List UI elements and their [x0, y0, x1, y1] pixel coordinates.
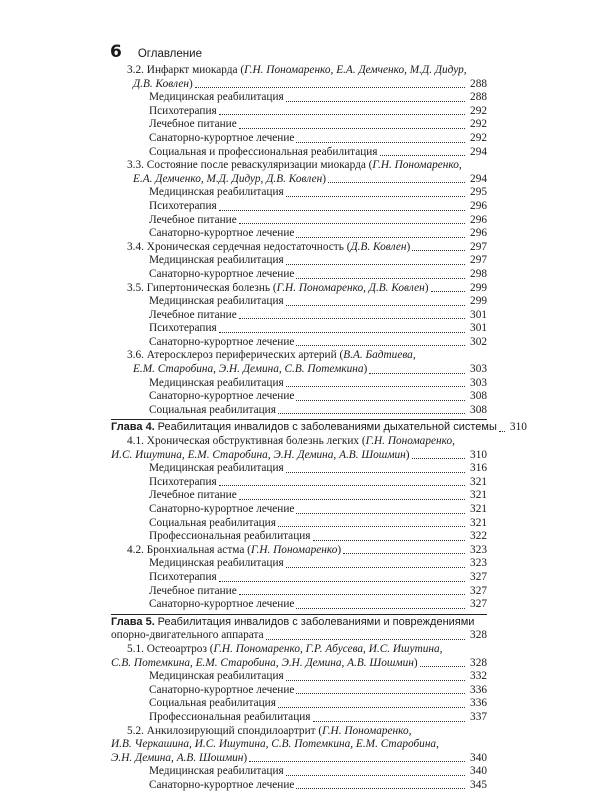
page-ref: 321 — [470, 516, 487, 529]
toc-subsection-entry[interactable] — [111, 105, 487, 119]
entry-title: Психотерапия — [149, 104, 217, 117]
entry-title: Лечебное питание — [149, 584, 237, 597]
closing-paren: ) — [363, 363, 368, 376]
entry-title: Медицинская реабилитация — [149, 557, 284, 570]
dot-leader — [380, 154, 465, 156]
entry-title: Психотерапия — [149, 475, 217, 488]
entry-title: Лечебное питание — [149, 489, 237, 502]
entry-authors: Г.Н. Пономаренко, — [322, 724, 412, 737]
toc-entry-text — [111, 449, 410, 463]
toc-section-entry[interactable] — [111, 449, 487, 463]
toc-entry-text — [127, 435, 455, 447]
page-ref: 296 — [470, 227, 487, 240]
page-ref: 321 — [470, 503, 487, 515]
page-ref: 336 — [470, 683, 487, 696]
toc-subsection-entry[interactable] — [111, 585, 487, 599]
entry-authors: Г.Н. Пономаренко, Д.В. Ковлен — [276, 281, 425, 294]
section-number: 3.6. — [127, 349, 144, 362]
toc-subsection-entry[interactable] — [111, 571, 487, 585]
dot-leader — [296, 141, 465, 143]
toc-section-entry[interactable] — [111, 78, 487, 92]
toc-entry-text — [149, 779, 294, 792]
dot-leader — [369, 372, 465, 374]
entry-title: Остеоартроз ( — [146, 642, 214, 655]
toc-subsection-entry[interactable] — [111, 214, 487, 228]
chapter-number: Глава 4. — [111, 421, 155, 434]
toc-subsection-entry[interactable] — [111, 670, 487, 684]
dot-leader — [286, 679, 465, 681]
toc-subsection-entry[interactable] — [111, 530, 487, 544]
section-number: 3.3. — [127, 159, 144, 172]
toc-subsection-entry[interactable] — [111, 697, 487, 711]
dot-leader — [278, 525, 465, 527]
closing-paren: ) — [406, 240, 411, 253]
page-ref: 292 — [470, 131, 487, 144]
toc-subsection-entry[interactable] — [111, 377, 487, 391]
dot-leader — [343, 552, 465, 554]
toc-entry-text — [127, 725, 411, 737]
entry-authors: Е.А. Демченко, М.Д. Дидур, Д.В. Ковлен — [133, 172, 323, 185]
toc-section-entry[interactable] — [111, 349, 487, 363]
toc-entry-text — [149, 254, 284, 268]
dot-leader — [296, 277, 465, 279]
toc-section-entry[interactable] — [111, 173, 487, 187]
toc-entry-text — [127, 544, 341, 558]
dot-leader — [266, 638, 465, 640]
toc-entry-text — [149, 462, 284, 476]
dot-leader — [296, 607, 465, 609]
page-ref: 294 — [470, 172, 487, 185]
entry-title: Анкилозирующий спондилоартрит ( — [146, 724, 323, 737]
toc-entry-text — [127, 282, 429, 296]
toc-section-entry[interactable] — [111, 282, 487, 296]
entry-title: Реабилитация инвалидов с заболеваниями и повреждениями — [157, 615, 475, 628]
dot-leader — [328, 181, 465, 183]
toc-entry-text — [149, 118, 237, 132]
toc-entry-text — [149, 503, 294, 517]
page-ref: 345 — [470, 778, 487, 791]
toc-section-entry[interactable] — [111, 629, 487, 643]
toc-entry-text — [133, 363, 367, 377]
dot-leader — [286, 263, 465, 265]
page-ref: 328 — [470, 629, 487, 642]
dot-leader — [420, 665, 465, 667]
toc-entry-text — [127, 241, 410, 255]
entry-title: Санаторно-курортное лечение — [149, 503, 295, 515]
entry-title: Профессиональная реабилитация — [149, 710, 311, 723]
page-ref: 308 — [470, 403, 487, 416]
toc-section-entry[interactable] — [111, 752, 487, 766]
page-ref: 321 — [470, 489, 487, 502]
entry-authors: Г.Н. Пономаренко, — [365, 435, 455, 448]
entry-title: Социальная реабилитация — [149, 403, 276, 416]
page-ref: 301 — [470, 322, 487, 335]
page-ref: 296 — [470, 213, 487, 226]
entry-title: Психотерапия — [149, 199, 217, 212]
page-ref: 327 — [470, 598, 487, 611]
toc-entry-text — [149, 336, 294, 350]
toc-section-entry[interactable] — [111, 657, 487, 671]
toc-subsection-entry[interactable] — [111, 765, 487, 779]
entry-title: Психотерапия — [149, 570, 217, 583]
toc-entry-text — [149, 390, 294, 404]
page-ref: 321 — [470, 475, 487, 488]
page-ref: 299 — [470, 295, 487, 308]
dot-leader — [286, 195, 465, 197]
page-ref: 327 — [470, 570, 487, 583]
entry-title: Социальная реабилитация — [149, 697, 276, 710]
entry-title: Медицинская реабилитация — [149, 91, 284, 104]
toc-entry-text — [149, 186, 284, 200]
dot-leader — [219, 484, 465, 486]
entry-title: Санаторно-курортное лечение — [149, 598, 295, 611]
dot-leader — [286, 774, 465, 776]
toc-entry-text — [149, 268, 294, 282]
page-ref: 295 — [470, 186, 487, 199]
dot-leader — [431, 290, 465, 292]
page-ref: 298 — [470, 267, 487, 280]
page-ref: 288 — [470, 77, 487, 90]
dot-leader — [278, 412, 465, 414]
section-number: 5.1. — [127, 642, 144, 655]
toc-entry-text — [149, 598, 294, 612]
toc-entry-text — [149, 309, 237, 323]
entry-title: Медицинская реабилитация — [149, 462, 284, 475]
entry-title: Медицинская реабилитация — [149, 376, 284, 389]
dot-leader — [278, 706, 465, 708]
page-ref: 310 — [470, 448, 487, 461]
entry-authors: Э.Н. Демина, А.В. Шошмин — [111, 751, 244, 764]
dot-leader — [219, 209, 465, 211]
entry-title: Санаторно-курортное лечение — [149, 267, 295, 280]
entry-title: Бронхиальная астма ( — [146, 543, 251, 556]
toc-subsection-entry[interactable] — [111, 517, 487, 531]
toc-entry-text — [111, 657, 418, 671]
page-ref: 292 — [470, 118, 487, 131]
section-number: 3.5. — [127, 281, 144, 294]
dot-leader — [286, 100, 465, 102]
entry-authors: Г.Н. Пономаренко, Е.А. Демченко, М.Д. Дидур, — [244, 64, 467, 76]
toc-entry-text — [149, 322, 217, 336]
entry-title: Гипертоническая болезнь ( — [146, 281, 277, 294]
page-ref: 337 — [470, 710, 487, 723]
dot-leader — [296, 787, 465, 789]
toc-subsection-entry[interactable] — [111, 268, 487, 282]
entry-authors: В.А. Бадтиева, — [343, 349, 416, 362]
toc-entry-text — [149, 91, 284, 105]
toc-entry-text — [149, 711, 311, 725]
toc-entry-text — [127, 159, 462, 171]
toc-entry-text — [149, 105, 217, 119]
page-ref: 303 — [470, 376, 487, 389]
page-ref: 328 — [470, 656, 487, 669]
chapter-divider — [111, 419, 487, 420]
toc-entry-text — [149, 132, 294, 146]
toc-subsection-entry[interactable] — [111, 118, 487, 132]
entry-title: Инфаркт миокарда ( — [146, 64, 245, 76]
table-of-contents — [111, 64, 527, 792]
toc-section-entry[interactable] — [111, 725, 487, 739]
page-ref: 292 — [470, 104, 487, 117]
entry-title: Медицинская реабилитация — [149, 254, 284, 267]
entry-title: Реабилитация инвалидов с заболеваниями дыхательной системы — [157, 421, 497, 434]
toc-subsection-entry[interactable] — [111, 132, 487, 146]
toc-subsection-entry[interactable] — [111, 489, 487, 503]
closing-paren: ) — [405, 448, 410, 461]
toc-entry-text — [149, 517, 276, 531]
toc-section-entry[interactable] — [111, 363, 487, 377]
toc-entry-text — [149, 200, 217, 214]
page-ref: 294 — [470, 145, 487, 158]
closing-paren: ) — [413, 656, 418, 669]
dot-leader — [296, 236, 465, 238]
toc-subsection-entry[interactable] — [111, 295, 487, 309]
toc-section-entry[interactable] — [111, 544, 487, 558]
section-number: 3.4. — [127, 240, 144, 253]
toc-subsection-entry[interactable] — [111, 309, 487, 323]
page-ref: 340 — [470, 751, 487, 764]
section-number: 4.1. — [127, 435, 144, 448]
entry-title: Санаторно-курортное лечение — [149, 778, 295, 791]
entry-title: опорно-двигательного аппарата — [111, 629, 264, 642]
entry-title: Санаторно-курортное лечение — [149, 390, 295, 403]
toc-entry-text — [149, 571, 217, 585]
entry-title: Медицинская реабилитация — [149, 295, 284, 308]
toc-entry-text — [149, 684, 294, 698]
toc-subsection-entry[interactable] — [111, 227, 487, 241]
entry-title: Лечебное питание — [149, 118, 237, 131]
toc-entry-text — [133, 78, 193, 92]
section-number: 5.2. — [127, 724, 144, 737]
toc-subsection-entry[interactable] — [111, 336, 487, 350]
toc-section-entry[interactable] — [111, 64, 487, 78]
page-ref: 302 — [470, 335, 487, 348]
entry-title: Психотерапия — [149, 322, 217, 335]
entry-title: Хроническая обструктивная болезнь легких ( — [146, 435, 366, 448]
entry-title: Санаторно-курортное лечение — [149, 335, 295, 348]
toc-subsection-entry[interactable] — [111, 684, 487, 698]
page-ref: 327 — [470, 584, 487, 597]
toc-entry-text — [149, 404, 276, 418]
toc-section-entry[interactable] — [111, 159, 487, 173]
entry-title: Атеросклероз периферических артерий ( — [146, 349, 344, 362]
page-ref: 332 — [470, 670, 487, 683]
toc-subsection-entry[interactable] — [111, 557, 487, 571]
dot-leader — [239, 127, 465, 129]
dot-leader — [286, 304, 465, 306]
page-ref: 323 — [470, 557, 487, 570]
section-number: 3.2. — [127, 64, 144, 76]
dot-leader — [219, 331, 465, 333]
dot-leader — [313, 720, 466, 722]
toc-subsection-entry[interactable] — [111, 598, 487, 612]
dot-leader — [296, 512, 465, 514]
page-ref: 316 — [470, 462, 487, 475]
page-ref: 308 — [470, 390, 487, 403]
toc-entry-text — [133, 173, 326, 187]
entry-title: Санаторно-курортное лечение — [149, 227, 295, 240]
page-ref: 336 — [470, 697, 487, 710]
page-header — [110, 44, 540, 61]
chapter-divider — [111, 614, 487, 615]
entry-title: Медицинская реабилитация — [149, 670, 284, 683]
toc-entry-text — [149, 295, 284, 309]
page-ref: 299 — [470, 281, 487, 294]
dot-leader — [239, 498, 465, 500]
entry-title: Состояние после реваскуляризации миокарда ( — [146, 159, 373, 172]
entry-authors: И.В. Черкашина, И.С. Ишутина, С.В. Потемкина, Е.М. Старобина, — [111, 738, 439, 751]
toc-entry-text — [149, 697, 276, 711]
dot-leader — [296, 344, 465, 346]
page-ref: 297 — [470, 240, 487, 253]
closing-paren: ) — [189, 77, 193, 90]
dot-leader — [286, 471, 465, 473]
entry-title: Лечебное питание — [149, 308, 237, 321]
dot-leader — [195, 86, 465, 88]
entry-authors: Г.Н. Пономаренко — [250, 543, 338, 556]
toc-entry-text — [149, 670, 284, 684]
entry-title: Хроническая сердечная недостаточность ( — [146, 240, 351, 253]
entry-title: Санаторно-курортное лечение — [149, 683, 295, 696]
toc-entry-text — [149, 489, 237, 503]
page-ref: 288 — [470, 91, 487, 104]
toc-entry-text — [149, 585, 237, 599]
toc-entry-text — [149, 227, 294, 241]
entry-title: Социальная реабилитация — [149, 516, 276, 529]
toc-entry-text — [149, 765, 284, 779]
toc-entry-text — [149, 377, 284, 391]
toc-subsection-entry[interactable] — [111, 779, 487, 792]
toc-chapter-entry[interactable] — [111, 616, 487, 630]
toc-subsection-entry[interactable] — [111, 503, 487, 517]
toc-subsection-entry[interactable] — [111, 476, 487, 490]
closing-paren: ) — [322, 172, 326, 185]
page-ref: 303 — [470, 363, 487, 376]
dot-leader — [499, 430, 505, 432]
toc-subsection-entry[interactable] — [111, 322, 487, 336]
page-ref: 340 — [470, 765, 487, 778]
toc-entry-text — [111, 616, 474, 628]
toc-subsection-entry[interactable] — [111, 404, 487, 418]
toc-entry-text — [111, 421, 497, 435]
entry-authors: Г.Н. Пономаренко, — [372, 159, 462, 172]
toc-section-entry[interactable] — [111, 643, 487, 657]
closing-paren: ) — [424, 281, 429, 294]
dot-leader — [239, 222, 465, 224]
dot-leader — [239, 317, 465, 319]
entry-title: Медицинская реабилитация — [149, 186, 284, 199]
entry-title: Санаторно-курортное лечение — [149, 131, 295, 144]
toc-entry-text — [149, 557, 284, 571]
chapter-number: Глава 5. — [111, 615, 155, 628]
entry-title: Социальная и профессиональная реабилитация — [149, 145, 378, 158]
toc-subsection-entry[interactable] — [111, 254, 487, 268]
page-ref: 297 — [470, 254, 487, 267]
page-ref: 301 — [470, 308, 487, 321]
entry-authors: Д.В. Ковлен — [133, 77, 190, 90]
dot-leader — [412, 457, 465, 459]
entry-authors: И.С. Ишутина, Е.М. Старобина, Э.Н. Демина, А.В. Шошмин — [111, 448, 406, 461]
closing-paren: ) — [243, 751, 248, 764]
toc-section-entry[interactable] — [111, 435, 487, 449]
toc-subsection-entry[interactable] — [111, 91, 487, 105]
entry-authors: Г.Н. Пономаренко, Г.Р. Абусева, И.С. Ишутина, — [213, 642, 443, 655]
closing-paren: ) — [337, 543, 342, 556]
entry-title: Медицинская реабилитация — [149, 765, 284, 778]
dot-leader — [412, 249, 465, 251]
dot-leader — [296, 399, 465, 401]
page-ref: 323 — [470, 543, 487, 556]
dot-leader — [239, 593, 465, 595]
page-ref: 310 — [509, 421, 527, 434]
toc-subsection-entry[interactable] — [111, 186, 487, 200]
toc-entry-text — [149, 214, 237, 228]
dot-leader — [296, 692, 465, 694]
page-ref: 322 — [470, 530, 487, 543]
dot-leader — [313, 539, 466, 541]
toc-chapter-entry[interactable] — [111, 421, 527, 435]
entry-title: Лечебное питание — [149, 213, 237, 226]
toc-entry-text — [127, 643, 442, 655]
entry-authors: Д.В. Ковлен — [350, 240, 407, 253]
toc-entry-text — [111, 629, 264, 643]
entry-authors: С.В. Потемкина, Е.М. Старобина, Э.Н. Демина, А.В. Шошмин — [111, 656, 414, 669]
dot-leader — [286, 566, 465, 568]
toc-entry-text — [149, 146, 378, 160]
toc-entry-text — [149, 530, 311, 544]
toc-entry-text — [149, 476, 217, 490]
toc-subsection-entry[interactable] — [111, 711, 487, 725]
dot-leader — [219, 580, 465, 582]
section-number: 4.2. — [127, 543, 144, 556]
toc-subsection-entry[interactable] — [111, 200, 487, 214]
toc-subsection-entry[interactable] — [111, 390, 487, 404]
entry-authors: Е.М. Старобина, Э.Н. Демина, С.В. Потемкина — [133, 363, 364, 376]
entry-title: Профессиональная реабилитация — [149, 530, 311, 543]
toc-subsection-entry[interactable] — [111, 462, 487, 476]
toc-entry-text — [111, 752, 247, 766]
page-number: 6 — [110, 42, 122, 62]
toc-entry-text — [111, 738, 439, 750]
page-ref: 296 — [470, 199, 487, 212]
toc-entry-text — [127, 64, 467, 76]
dot-leader — [249, 760, 465, 762]
dot-leader — [286, 385, 465, 387]
dot-leader — [219, 113, 465, 115]
toc-section-entry[interactable] — [111, 241, 487, 255]
toc-subsection-entry[interactable] — [111, 146, 487, 160]
toc-entry-text — [127, 349, 416, 361]
running-title: Оглавление — [137, 48, 202, 60]
